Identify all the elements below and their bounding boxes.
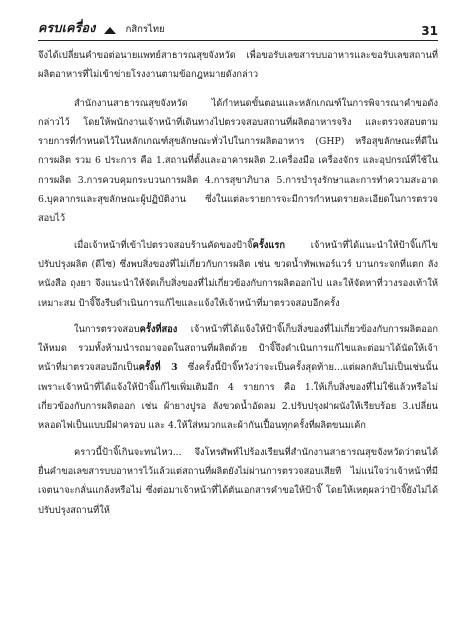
paragraph — [38, 320, 438, 436]
paragraph-text: เจ้าหน้าที่ได้แจ้งให้ป้าจิ๊เก็บสิ่งของที่ไม่เกี่ยวข้องกับการผลิตออกให้หมด รวมทั้งห้ามนำรถมาจอดในสถานที่ผลิตด้วย ป้าจิ๊จึงดำเนินการแก้ไขและต่อมาได้นัดให้เจ้าหน้าที่มาตรวจสอบอีกเป็น — [38, 323, 438, 374]
emphasis-text: ครั้งแรก — [252, 239, 286, 251]
paragraph — [38, 236, 438, 313]
paragraph: คราวนี้ป้าจิ๊เกินจะทนไหว... จึงโทรศัพท์ไปร้องเรียนที่สำนักงานสาธารณสุขจังหวัดว่าตนได้ยื่นคำขอเลขสารบบอาหารไว้แล้วแต่สถานที่ผลิตยังไม่ผ่านการตรวจสอบเสียที ไม่แน่ใจว่าเจ้าหน้าที่มีเจตนาจะกลั่นแกล้งหรือไม่ ซึ่งต่อมาเจ้าหน้าที่ได้ตันเอกสารคำขอให้ป้าจิ๊ โดยให้เหตุผลว่าป้าจิ๊ยังไม่ได้ปรับปรุงสถานที่ให้ — [38, 446, 438, 516]
header-divider — [38, 40, 438, 41]
page-number: 31 — [421, 24, 438, 38]
page-header — [38, 14, 438, 38]
emphasis-text: ครั้งที่สอง — [139, 323, 178, 335]
paragraph-text: ในการตรวจสอบ — [74, 323, 140, 335]
article-body — [38, 46, 438, 527]
arrow-icon — [102, 24, 118, 36]
section-label: กสิกรไทย — [125, 24, 165, 35]
paragraph-text: เจ้าหน้าที่ได้แนะนำให้ป้าจิ๊แก้ไขปรับปรุงผลิต (ดีไซ) ซึ่งพบสิ่งของที่ไม่เกี่ยวกับการผลิต เช่น ขวดน้ำทัพเพอร์แวร์ บานกระจกที่แตก ลังหนังสือ ถุงยา จึงแนะนำให้จัดเก็บสิ่งของที่ไม่เกี่ยวข้องกับการผลิตออกไป และให้จัดหาที่วางรองเท้าให้เหมาะสม ป้าจิ๊จึงรีบดำเนินการแก้ไขและแจ้งให้เจ้าหน้าที่มาตรวจสอบอีกครั้ง — [38, 239, 438, 309]
paragraph: จึงได้เปลี่ยนคำขอต่อนายแพทย์สาธารณสุขจังหวัด เพื่อขอรับเลขสารบบอาหารและขอรับเลขสถานที่ผลิตอาหารที่ไม่เข้าข่ายโรงงานตามข้อกฎหมายดังกล่าว — [38, 50, 438, 81]
paragraph-text: เมื่อเจ้าหน้าที่เข้าไปตรวจสอบร้านคัดของป้าจิ๊ — [74, 239, 253, 251]
magazine-logo: ครบเครื่อง — [38, 20, 96, 35]
paragraph: สำนักงานสาธารณสุขจังหวัด ได้กำหนดขั้นตอนและหลักเกณฑ์ในการพิจารณาคำขอดังกล่าวไว้ โดยให้พนักงานเจ้าหน้าที่เดินทางไปตรวจสอบสถานที่ผลิตอาหารจริง และตรวจสอบตามรายการที่กำหนดไว้ในหลักเกณฑ์สุขลักษณะทั่วไปในการผลิตอาหาร (GHP) หรือสุขลักษณะที่ดีในการผลิต รวม 6 ประการ คือ 1.สถานที่ตั้งและอาคารผลิต 2.เครื่องมือ เครื่องจักร และอุปกรณ์ที่ใช้ในการผลิต 3.การควบคุมกระบวนการผลิต 4.การสุขาภิบาล 5.การบำรุงรักษาและการทำความสะอาด 6.บุคลากรและสุขลักษณะผู้ปฏิบัติงาน ซึ่งในแต่ละรายการจะมีการกำหนดรายละเอียดในการตรวจสอบไว้ — [38, 97, 438, 225]
paragraph-text: ซึ่งครั้งนี้ป้าจิ๊หวังว่าจะเป็นครั้งสุดท้าย...แต่ผลกลับไม่เป็นเช่นนั้น เพราะเจ้าหน้าที่ได้แจ้งให้ป้าจิ๊แก้ไขเพิ่มเติมอีก 4 รายการ คือ 1.ให้เก็บสิ่งของที่ไม่ใช้แล้วหรือไม่เกี่ยวข้องกับการผลิตออก เช่น ผ้ายางปูรอ ลังขวดน้ำอัดลม 2.ปรับปรุงฝาผนังให้เรียบร้อย 3.เปลี่ยนหลอดไฟเป็นแบบมีฝาครอบ และ 4.ให้ใส่หมวกและผ้ากันเปื้อนทุกครั้งที่ผลิตขนมเค้ก — [38, 362, 438, 432]
emphasis-text: ครั้งที่ 3 — [138, 362, 178, 374]
